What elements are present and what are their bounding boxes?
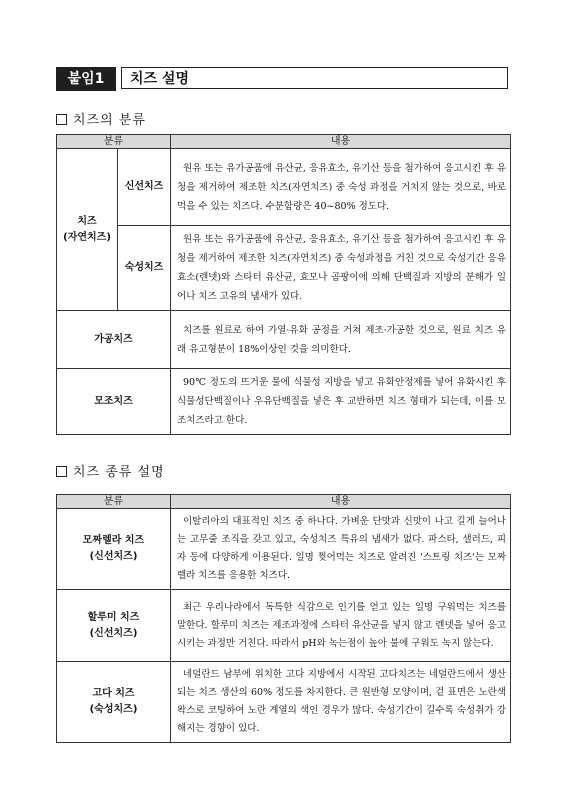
cheese-desc-cell: 네덜란드 남부에 위치한 고다 지방에서 시작된 고다치즈는 네덜란드에서 생산되는 치즈 생산의 60% 정도를 차지한다. 큰 원반형 모양이며, 겉 표면은 노란색 왁스로 코팅하여 노란 계열의 색인 경우가 많다. 숙성기간이 길수록 숙성취가 강해지는 경향이 있다. — [171, 662, 511, 743]
col-header-content: 내용 — [171, 495, 511, 509]
table-row — [57, 590, 511, 662]
classification-table — [56, 134, 511, 435]
document-title: 치즈 설명 — [121, 67, 508, 89]
cheese-name-cell: 고다 치즈 (숙성치즈) — [57, 662, 171, 743]
cheese-name-cell: 할루미 치즈 (신선치즈) — [57, 590, 171, 662]
section-title-types: 치즈 종류 설명 — [56, 461, 165, 480]
col-header-category: 분류 — [57, 135, 171, 149]
natural-cheese-group: 치즈 (자연치즈) — [57, 149, 118, 311]
aged-cheese-label: 숙성치즈 — [118, 226, 171, 311]
attachment-tag: 붙임1 — [56, 67, 116, 91]
processed-cheese-desc: 치즈를 원료로 하여 가열·유화 공정을 거쳐 제조·가공한 것으로, 원료 치즈 유래 유고형분이 18%이상인 것을 의미한다. — [171, 311, 511, 369]
imitation-cheese-desc: 90℃ 정도의 뜨거운 물에 식물성 지방을 넣고 유화안정제를 넣어 유화시킨 후 식물성단백질이나 우유단백질을 넣은 후 교반하면 치즈 형태가 되는데, 이를 모조치즈라고 한다. — [171, 369, 511, 435]
cheese-name-cell: 모짜렐라 치즈 (신선치즈) — [57, 509, 171, 590]
table-row — [57, 509, 511, 590]
cheese-desc-cell: 이탈리아의 대표적인 치즈 중 하나다. 가벼운 단맛과 신맛이 나고 길게 늘어나는 고무줄 조직을 갖고 있고, 숙성치즈 특유의 냄새가 없다. 파스타, 샐러드, 피자 등에 다양하게 이용된다. 일명 찢어먹는 치즈로 알려진 '스트링 치즈'는 모짜렐라 치즈를 응용한 치즈다. — [171, 509, 511, 590]
square-bullet-icon — [56, 466, 67, 477]
cheese-desc-cell: 최근 우리나라에서 독특한 식감으로 인기를 얻고 있는 일명 구워먹는 치즈를 말한다. 할루미 치즈는 제조과정에 스타터 유산균을 넣지 않고 렌넷을 넣어 응고시키는 과정만 거친다. 따라서 pH와 녹는점이 높아 불에 구워도 녹지 않는다. — [171, 590, 511, 662]
imitation-cheese-label: 모조치즈 — [57, 369, 171, 435]
page-header — [56, 67, 510, 91]
cheese-types-table — [56, 494, 511, 743]
processed-cheese-label: 가공치즈 — [57, 311, 171, 369]
fresh-cheese-label: 신선치즈 — [118, 149, 171, 226]
table-row — [57, 662, 511, 743]
col-header-category: 분류 — [57, 495, 171, 509]
fresh-cheese-desc: 원유 또는 유가공품에 유산균, 응유효소, 유기산 등을 첨가하여 응고시킨 후 유청을 제거하여 제조한 치즈(자연치즈) 중 숙성 과정을 거치지 않는 것으로, 바로 먹을 수 있는 치즈다. 수분함량은 40~80% 정도다. — [171, 149, 511, 226]
square-bullet-icon — [56, 114, 67, 125]
section-title-classification: 치즈의 분류 — [56, 109, 146, 128]
col-header-content: 내용 — [171, 135, 511, 149]
aged-cheese-desc: 원유 또는 유가공품에 유산균, 응유효소, 유기산 등을 첨가하여 응고시킨 후 유청을 제거하여 제조한 치즈(자연치즈) 중 숙성과정을 거친 것으로 숙성기간 응유효소(렌넷)와 스타터 유산균, 효모나 곰팡이에 의해 단백질과 지방의 분해가 일어나 치즈 고유의 냄새가 있다. — [171, 226, 511, 311]
